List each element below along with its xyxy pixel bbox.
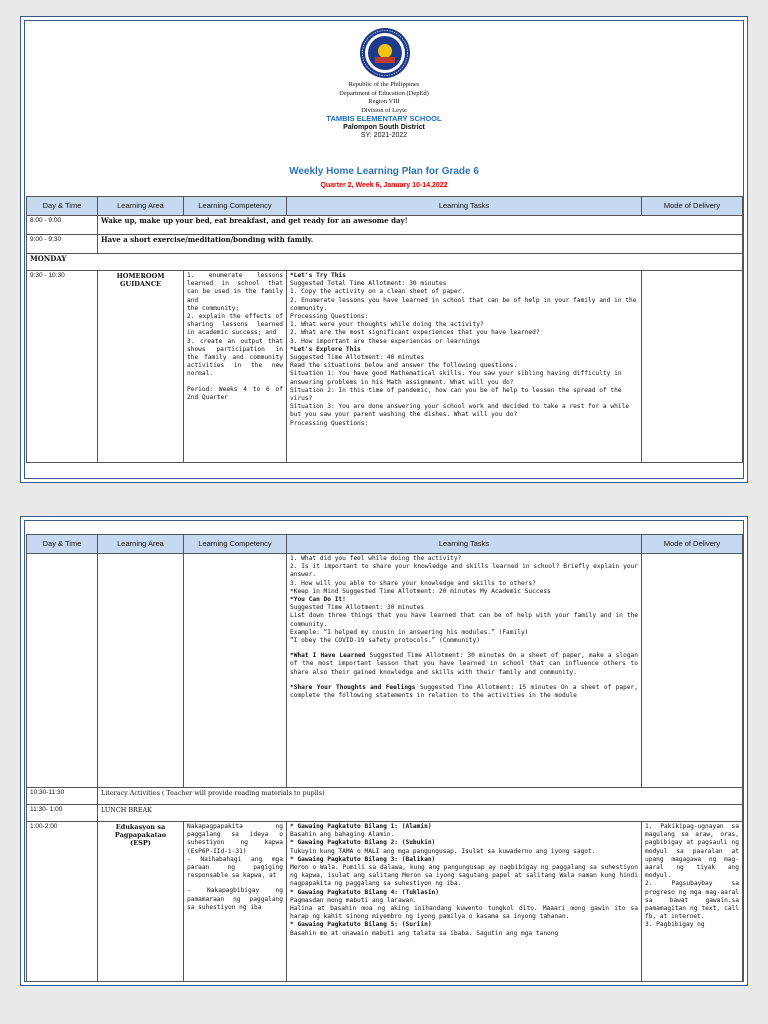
- competency-line: 2. explain the effects of sharing lessons learned in academic success; and: [187, 313, 283, 337]
- table-row: [27, 271, 743, 463]
- tasks-cell: [287, 822, 642, 982]
- competency-line: - Nakapagbibigay ng pamamaraan ng paggalang sa suhestiyon ng iba: [187, 887, 283, 911]
- district-name: Palompon South District: [343, 123, 425, 131]
- spacer: [187, 880, 283, 887]
- task-heading: * Gawaing Pagkatuto Bilang 2: (Subukin): [290, 839, 436, 847]
- task-line: Example: “I helped my cousin in answering his modules.” (Family): [290, 628, 529, 636]
- task-line: Halina at basahin moa ng aking inihandang kuwento tungkol dito. Maaari mong gawin ito sa harap ng kahit sinong miyembro ng iyong pamilya o kasama sa inyong tahanan.: [290, 905, 638, 921]
- col-learning-tasks: Learning Tasks: [287, 197, 642, 216]
- task-line: “I obey the COVID-19 safety protocols.” (Community): [290, 637, 480, 645]
- task-text: Suggested Time Allotment: 15 minutes On a sheet of paper, complete the following statements in relation to the activities in the module: [290, 683, 639, 700]
- plan-table-page2: [26, 534, 743, 982]
- republic-text: Republic of the Philippines: [348, 81, 420, 88]
- division-text: Division of Leyte: [361, 106, 407, 114]
- school-name: TAMBIS ELEMENTARY SCHOOL: [326, 114, 442, 123]
- learning-area-line: Edukasyon sa: [115, 823, 166, 831]
- task-heading: * Gawaing Pagkatuto Bilang 4: (Tuklasin): [290, 888, 440, 896]
- col-learning-area: Learning Area: [98, 535, 184, 554]
- task-line: Suggested Total Time Allotment: 30 minutes: [290, 280, 447, 288]
- col-learning-tasks: Learning Tasks: [287, 535, 642, 554]
- task-line: Processing Questions:: [290, 313, 369, 321]
- col-mode-of-delivery: Mode of Delivery: [642, 197, 743, 216]
- table-row: [27, 805, 743, 822]
- mode-line: 1. Pakikipag-ugnayan sa magulang sa araw, oras, pagbibigay at pagsauli ng modyul sa paaralan at upang magagawa ng mag-aaral ng tiyak ang modyul.: [645, 823, 739, 880]
- region-text: Region VIII: [368, 98, 400, 105]
- mode-cell: [642, 554, 743, 788]
- task-line: [290, 684, 638, 700]
- competency-line: - Naihabahagi ang mga paraan ng pagiging responsable sa kapwa, at: [187, 855, 283, 880]
- task-heading: *Share Your Thoughts and Feelings: [290, 683, 416, 691]
- table-row: [27, 216, 743, 235]
- row-time: 11:30- 1:00: [27, 805, 98, 822]
- task-line: 1. What did you feel while doing the activity?: [290, 555, 462, 562]
- row-activity: LUNCH BREAK: [98, 805, 743, 822]
- table-header-row: [27, 535, 743, 554]
- spacer: [290, 677, 638, 684]
- col-mode-of-delivery: Mode of Delivery: [642, 535, 743, 554]
- mode-line: 2. Pagsubaybay sa progreso ng mga mag-aaral sa bawat gawain.sa pamamagitan ng text, call fb, at internet.: [645, 880, 739, 921]
- row-activity: Wake up, make up your bed, eat breakfast, and get ready for an awesome day!: [98, 216, 743, 235]
- task-heading: * Gawaing Pagkatuto Bilang 3: (Balikan): [290, 855, 436, 863]
- learning-area-line: Pagpapakatao: [114, 831, 167, 840]
- competency-line: 3. create an output that shows participation in the family and community activities in the new normal.: [187, 337, 283, 378]
- competency-line: the community;: [187, 304, 240, 312]
- competency-cell: [184, 822, 287, 982]
- task-line: 3. How will you able to share your knowledge and skills to others?: [290, 579, 536, 587]
- mode-cell: [642, 822, 743, 982]
- task-heading: * Gawaing Pagkatuto Bilang 5: (Suriin): [290, 921, 432, 929]
- task-line: Tukuyin kung TAMA o MALI ang mga pangungusap. Isulat sa kuwaderno ang iyong sagot.: [290, 847, 596, 855]
- table-row: [27, 822, 743, 982]
- task-line: Situation 2: In this time of pandemic, how can you be of help to lessen the spread of the virus?: [290, 386, 622, 403]
- competency-cell: [184, 554, 287, 788]
- department-text: Department of Education (DepEd): [339, 89, 429, 97]
- task-text: Suggested Time Allotment: 30 minutes On a sheet of paper, make a slogan of the most important lesson that you have learned in school that can influence others to share also their gained knowledge and skills with their family and community.: [290, 652, 638, 676]
- task-line: Basahin ang bahaging Alamin.: [290, 831, 395, 839]
- learning-area-line: HOMEROOM: [116, 272, 165, 280]
- mode-cell: [642, 271, 743, 463]
- plan-title: Weekly Home Learning Plan for Grade 6: [289, 166, 479, 177]
- col-day-time: Day & Time: [27, 535, 98, 554]
- table-row: [27, 254, 743, 271]
- page-1: [20, 16, 748, 483]
- table-row: [27, 235, 743, 254]
- learning-area-cell: [98, 822, 184, 982]
- table-header-row: [27, 197, 743, 216]
- plan-subtitle: Quarter 2, Week 6, January 10-14,2022: [320, 182, 448, 189]
- col-learning-competency: Learning Competency: [184, 197, 287, 216]
- table-row: [27, 554, 743, 788]
- spacer: [290, 645, 638, 652]
- task-line: Basahin mo at unawain mabuti ang talata sa ibaba. Sagutin ang mga tanong: [290, 929, 559, 937]
- task-line: Meron o Wala. Pumili sa dalawa, kung ang pangungusap ay nagbibigay ng paggalang sa suhestiyon ng kapwa, isulat ang salitang Meron sa iyong sagutang papel at salitang Wala naman kung hindi nagpapakita ng paggalang sa suhestiyon ng iba.: [290, 864, 638, 888]
- task-line: *Let's Try This: [290, 272, 346, 279]
- school-year: SY: 2021-2022: [360, 132, 408, 139]
- row-time: [27, 554, 98, 788]
- task-line: Situation 1: You have good Mathematical skills. You saw your sibling having difficulty in answering problems in his Math assignment. What will you do?: [290, 370, 622, 386]
- task-line: Processing Questions:: [290, 419, 369, 427]
- row-time: 10:30-11:30: [27, 788, 98, 805]
- task-line: *You Can Do It!: [290, 596, 346, 604]
- task-line: Situation 3: You are done answering your school work and decided to take a rest for a while but you saw your parent washing the dishes. What will you do?: [290, 403, 629, 419]
- learning-area-line: (ESP): [130, 839, 151, 848]
- table-row: [27, 788, 743, 805]
- spacer: [187, 379, 283, 386]
- row-time: 9:30 - 10:30: [27, 271, 98, 463]
- mode-line: 3. Pagbibigay ng: [645, 921, 705, 929]
- page-2: [20, 516, 748, 986]
- day-label-monday: MONDAY: [27, 254, 743, 271]
- competency-cell: [184, 271, 287, 463]
- col-learning-competency: Learning Competency: [184, 535, 287, 554]
- task-line: Suggested Time Allotment: 40 minutes: [290, 354, 425, 362]
- task-heading: * Gawaing Pagkatuto Bilang 1: (Alamin): [290, 823, 432, 830]
- task-line: 1. Copy the activity on a clean sheet of paper.: [290, 288, 466, 296]
- col-day-time: Day & Time: [27, 197, 98, 216]
- agency-header: [21, 81, 747, 141]
- task-heading: *What I Have Learned: [290, 652, 366, 660]
- task-line: *Keep in Mind Suggested Time Allotment: 20 minutes My Academic Success: [290, 587, 551, 595]
- row-time: 9:00 - 9:30: [27, 235, 98, 254]
- task-line: Read the situations below and answer the following questions.: [290, 362, 518, 370]
- task-line: List down three things that you have learned that can be of help with your family and in the community.: [290, 612, 638, 628]
- task-line: 1. What were your thoughts while doing the activity?: [290, 321, 484, 329]
- task-line: Suggested Time Allotment: 30 minutes: [290, 604, 425, 612]
- task-line: 3. How important are these experiences or learnings: [290, 337, 480, 345]
- learning-area-cell: [98, 554, 184, 788]
- row-activity: Literacy Activities ( Teacher will provide reading materials to pupils): [98, 788, 743, 805]
- task-line: Pagmasdan mong mabuti ang larawan.: [290, 896, 417, 904]
- plan-table-page1: [26, 196, 743, 463]
- row-time: 8:00 - 9:00: [27, 216, 98, 235]
- task-line: 2. What are the most significant experiences that you have learned?: [290, 329, 540, 337]
- deped-seal-logo: [359, 27, 411, 79]
- col-learning-area: Learning Area: [98, 197, 184, 216]
- tasks-cell: [287, 271, 642, 463]
- task-line: *Let's Explore This: [290, 345, 361, 353]
- tasks-cell: [287, 554, 642, 788]
- competency-line: Period: Weeks 4 to 6 of 2nd Quarter: [187, 385, 283, 401]
- competency-line: Nakapagpapakita ng paggalang sa ideya o suhestiyon ng kapwa (EsP6P-IId-i-31): [187, 823, 283, 855]
- task-line: 2. Enumerate lessons you have learned in school that can be of help in your family and in the community.: [290, 296, 637, 312]
- learning-area-cell: [98, 271, 184, 463]
- row-time: 1:00-2:00: [27, 822, 98, 982]
- competency-line: 1. enumerate lessons learned in school that can be used in the family and: [187, 272, 283, 304]
- learning-area-line: GUIDANCE: [119, 280, 161, 289]
- row-activity: Have a short exercise/meditation/bonding with family.: [98, 235, 743, 254]
- task-line: 2. Is it important to share your knowledge and skills learned in school? Briefly explain your answer.: [290, 563, 638, 579]
- task-line: [290, 652, 638, 677]
